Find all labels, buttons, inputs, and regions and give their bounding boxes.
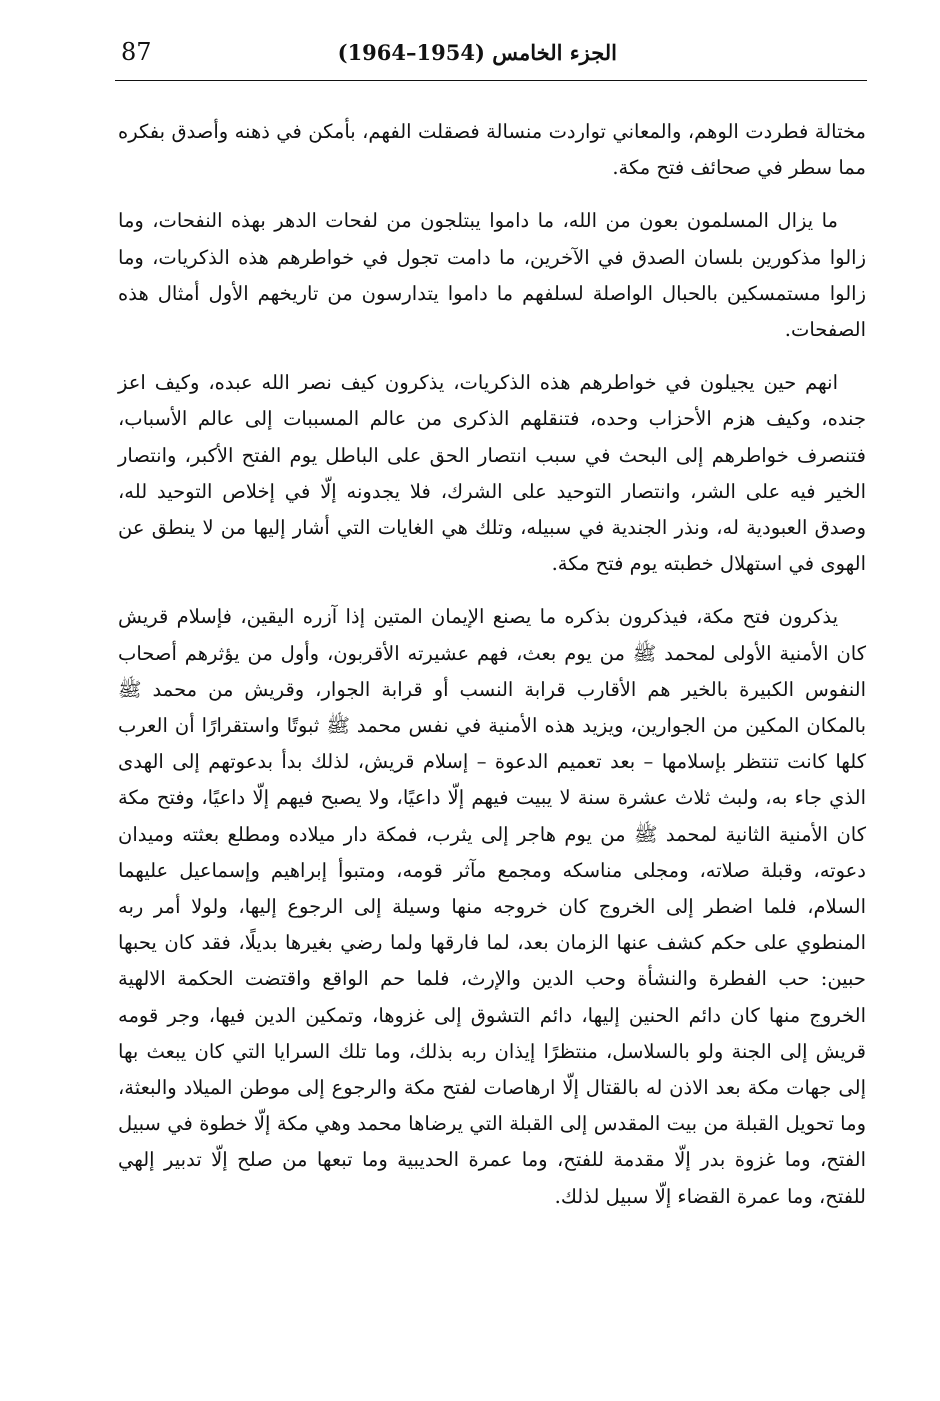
page-number: 87 [121,38,152,66]
paragraph-2: ما يزال المسلمون بعون من الله، ما داموا يبتلجون من لفحات الدهر بهذه النفحات، وما زالوا مذكورين بلسان الصدق في الآخرين، ما دامت تجول في خواطرهم هذه الذكريات، وما زالوا مستمسكين بالحبال الواصلة لسلفهم ما داموا يتدارسون من تاريخهم الأول أمثال هذه الصفحات. [118,209,866,342]
paragraph-3: انهم حين يجيلون في خواطرهم هذه الذكريات، يذكرون كيف نصر الله عبده، وكيف اعز جنده، وكيف هزم الأحزاب وحده، فتنقلهم الذكرى من عالم المسببات إلى عالم الأسباب، فتنصرف خواطرهم إلى البحث في سبب انتصار الحق على الباطل يوم الفتح الأكبر، وانتصار الخير فيه على الشر، وانتصار التوحيد على الشرك، فلا يجدونه إلّا في إخلاص التوحيد لله، وصدق العبودية له، ونذر الجندية في سبيله، وتلك هي الغايات التي أشار إليها من لا ينطق عن الهوى في استهلال خطبته يوم فتح مكة. [118,371,866,576]
paragraph-4: يذكرون فتح مكة، فيذكرون بذكره ما يصنع الإيمان المتين إذا آزره اليقين، فإسلام قريش كان الأمنية الأولى لمحمد ﷺ من يوم بعث، فهم عشيرته الأقربون، وأول من يؤثرهم أصحاب النفوس الكبيرة بالخير هم الأقارب قرابة النسب أو قرابة الجوار، وقريش من محمد ﷺ بالمكان المكين من الجوارين، ويزيد هذه الأمنية في نفس محمد ﷺ ثبوتًا واستقرارًا أن العرب كلها كانت تنتظر بإسلامها – بعد تعميم الدعوة – إسلام قريش، لذلك بدأ بدعوتهم إلى الهدى الذي جاء به، ولبث ثلاث عشرة سنة لا يبيت فيهم إلّا داعيًا، ولا يصبح فيهم إلّا داعيًا، وفتح مكة كان الأمنية الثانية لمحمد ﷺ من يوم هاجر إلى يثرب، فمكة دار ميلاده ومطلع بعثته وميدان دعوته، وقبلة صلاته، ومجلى مناسكه ومجمع مآثر قومه، ومتبوأ إبراهيم وإسماعيل عليهما السلام، فلما اضطر إلى الخروج كان خروجه منها وسيلة إلى الرجوع إليها، ولولا أمر ربه المنطوي على حكم كشف عنها الزمان بعد، لما فارقها ولما رضي بغيرها بديلًا، فقد كان يحبها حبين: حب الفطرة والنشأة وحب الدين والإرث، فلما حم الواقع واقتضت الحكمة الالهية الخروج منها كان دائم الحنين إليها، دائم التشوق إلى غزوها، وتمكين الدين فيها، وجر قومه قريش إلى الجنة ولو بالسلاسل، منتظرًا إيذان ربه بذلك، وما تلك السرايا التي كان يبعث بها إلى جهات مكة بعد الاذن له بالقتال إلّا ارهاصات لفتح مكة والرجوع إلى موطن الميلاد والبعثة، وما تحويل القبلة من بيت المقدس إلى القبلة التي يرضاها محمد وهي مكة إلّا خطوة في سبيل الفتح، وما غزوة بدر إلّا مقدمة للفتح، وما عمرة الحديبية وما تبعها من صلح إلّا تدبير إلهي للفتح، وما عمرة القضاء إلّا سبيل لذلك. [118,605,866,1208]
page-header [115,34,867,84]
body-text [118,114,866,1232]
running-title: الجزء الخامس (1954–1964) [337,40,617,65]
paragraph-1: مختالة فطردت الوهم، والمعاني تواردت منسالة فصقلت الفهم، بأمكن في ذهنه وأصدق بفكره مما سطر في صحائف فتح مكة. [118,120,866,180]
header-rule [115,80,867,81]
